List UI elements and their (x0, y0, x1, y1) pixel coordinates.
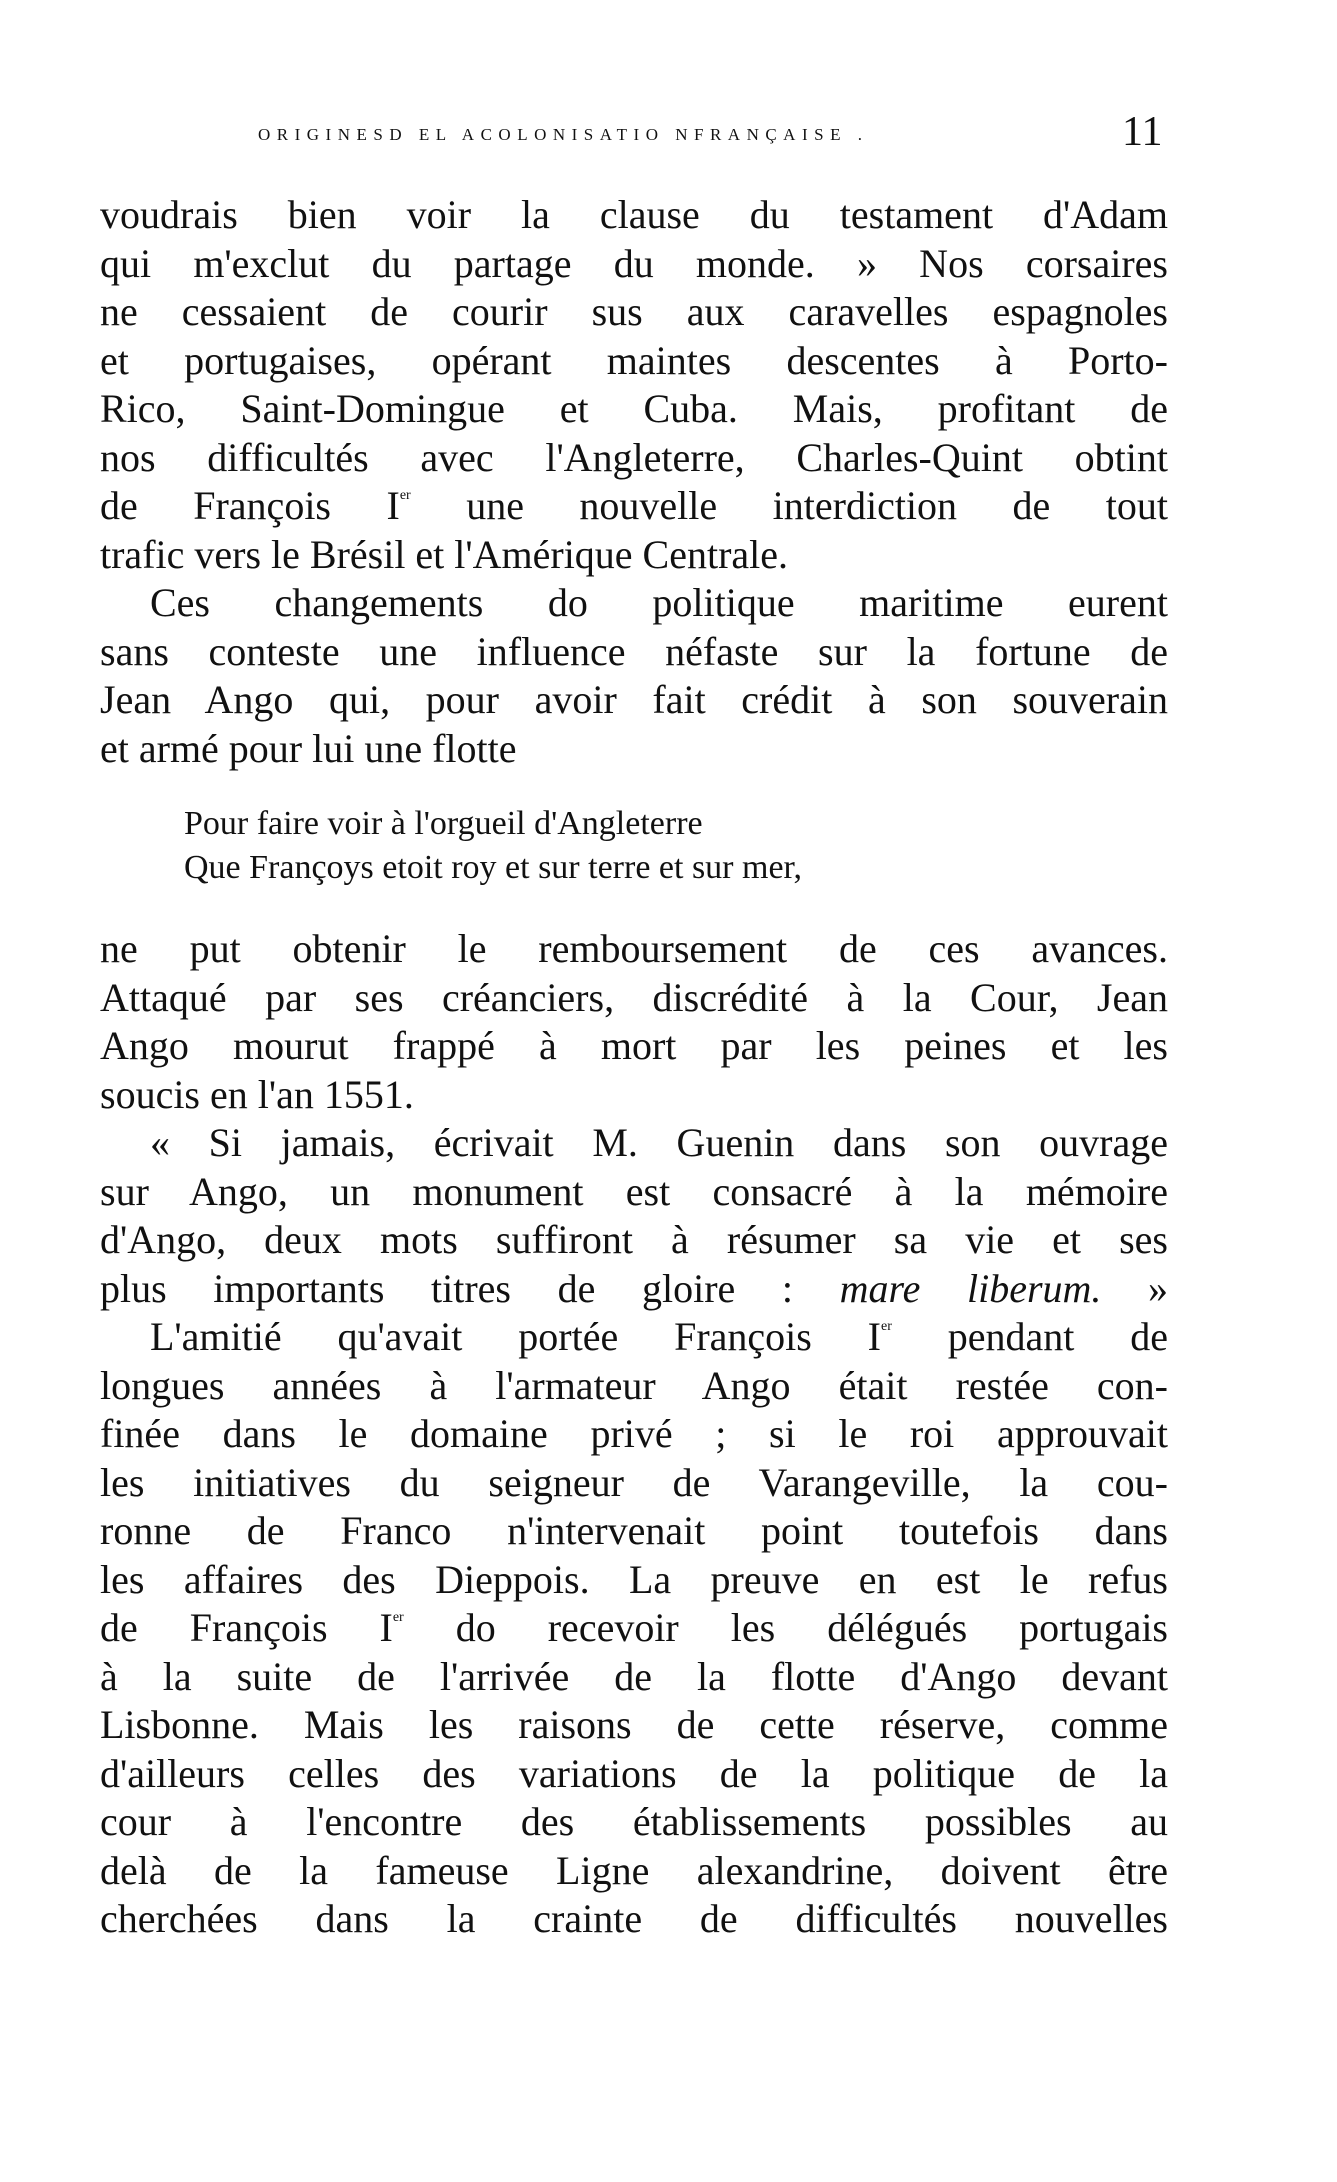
text-fragment: » (1101, 1265, 1169, 1311)
text-line: d'Ango, deux mots suffiront à résumer sa vie et ses (100, 1217, 1168, 1262)
verse-line: Que Françoys etoit roy et sur terre et sur mer, (184, 849, 802, 886)
text-line: d'ailleurs celles des variations de la politique de la (100, 1750, 1168, 1796)
text-line: Attaqué par ses créanciers, discrédité à la Cour, Jean (100, 974, 1168, 1020)
text-line (100, 482, 1168, 531)
superscript: er (399, 488, 411, 503)
text-fragment: une nouvelle interdiction de tout (410, 483, 1168, 528)
text-line: Rico, Saint-Domingue et Cuba. Mais, profitant de (100, 386, 1168, 431)
text-fragment: pendant de (891, 1314, 1169, 1359)
superscript: er (392, 1610, 404, 1625)
text-line: finée dans le domaine privé ; si le roi approuvait (100, 1411, 1168, 1456)
text-line: cherchées dans la crainte de difficultés nouvelles (100, 1896, 1168, 1941)
text-line: trafic vers le Brésil et l'Amérique Centrale. (100, 531, 789, 577)
text-line: voudrais bien voir la clause du testament d'Adam (100, 192, 1168, 237)
italic-phrase: mare liberum. (839, 1265, 1102, 1311)
text-line: cour à l'encontre des établissements possibles au (100, 1799, 1168, 1844)
text-fragment: L'amitié qu'avait portée François I (150, 1314, 882, 1359)
text-line: les affaires des Dieppois. La preuve en est le refus (100, 1556, 1168, 1602)
text-line: Ango mourut frappé à mort par les peines et les (100, 1023, 1168, 1068)
spacer (100, 773, 1168, 802)
body-text (100, 191, 1168, 1944)
verse-line: Pour faire voir à l'orgueil d'Angleterre (184, 805, 703, 842)
text-line (100, 1604, 1168, 1653)
text-line (100, 1313, 1168, 1362)
text-line: « Si jamais, écrivait M. Guenin dans son ouvrage (150, 1120, 1168, 1165)
text-line: Ces changements do politique maritime eurent (150, 580, 1168, 625)
text-line: et armé pour lui une flotte (100, 725, 517, 771)
text-fragment: do recevoir les délégués portugais (403, 1605, 1169, 1650)
text-line: soucis en l'an 1551. (100, 1071, 414, 1117)
text-line: et portugaises, opérant maintes descentes à Porto- (100, 337, 1168, 383)
text-fragment: plus importants titres de gloire : (100, 1265, 840, 1311)
text-line: Jean Ango qui, pour avoir fait crédit à son souverain (100, 677, 1168, 722)
text-line: nos difficultés avec l'Angleterre, Charles-Quint obtint (100, 434, 1168, 480)
text-line: sans conteste une influence néfaste sur la fortune de (100, 628, 1168, 674)
running-title: ORIGINESD EL ACOLONISATIO NFRANÇAISE . (258, 125, 869, 144)
text-line: delà de la fameuse Ligne alexandrine, doivent être (100, 1847, 1168, 1893)
text-line: ne put obtenir le remboursement de ces avances. (100, 926, 1168, 971)
text-line: à la suite de l'arrivée de la flotte d'Ango devant (100, 1653, 1168, 1699)
page-number: 11 (1122, 109, 1163, 155)
superscript: er (881, 1319, 892, 1334)
text-line: les initiatives du seigneur de Varangeville, la cou- (100, 1459, 1168, 1505)
text-line: Lisbonne. Mais les raisons de cette réserve, comme (100, 1702, 1168, 1747)
spacer (100, 890, 1168, 925)
text-line: sur Ango, un monument est consacré à la mémoire (100, 1168, 1168, 1214)
text-line: longues années à l'armateur Ango était restée con- (100, 1362, 1168, 1408)
text-line (100, 1265, 1168, 1314)
text-fragment: de François I (100, 1605, 393, 1650)
text-line: ronne de Franco n'intervenait point toutefois dans (100, 1508, 1168, 1553)
text-line: ne cessaient de courir sus aux caravelles espagnoles (100, 289, 1168, 334)
text-line: qui m'exclut du partage du monde. » Nos corsaires (100, 240, 1168, 286)
text-fragment: de François I (100, 483, 400, 528)
